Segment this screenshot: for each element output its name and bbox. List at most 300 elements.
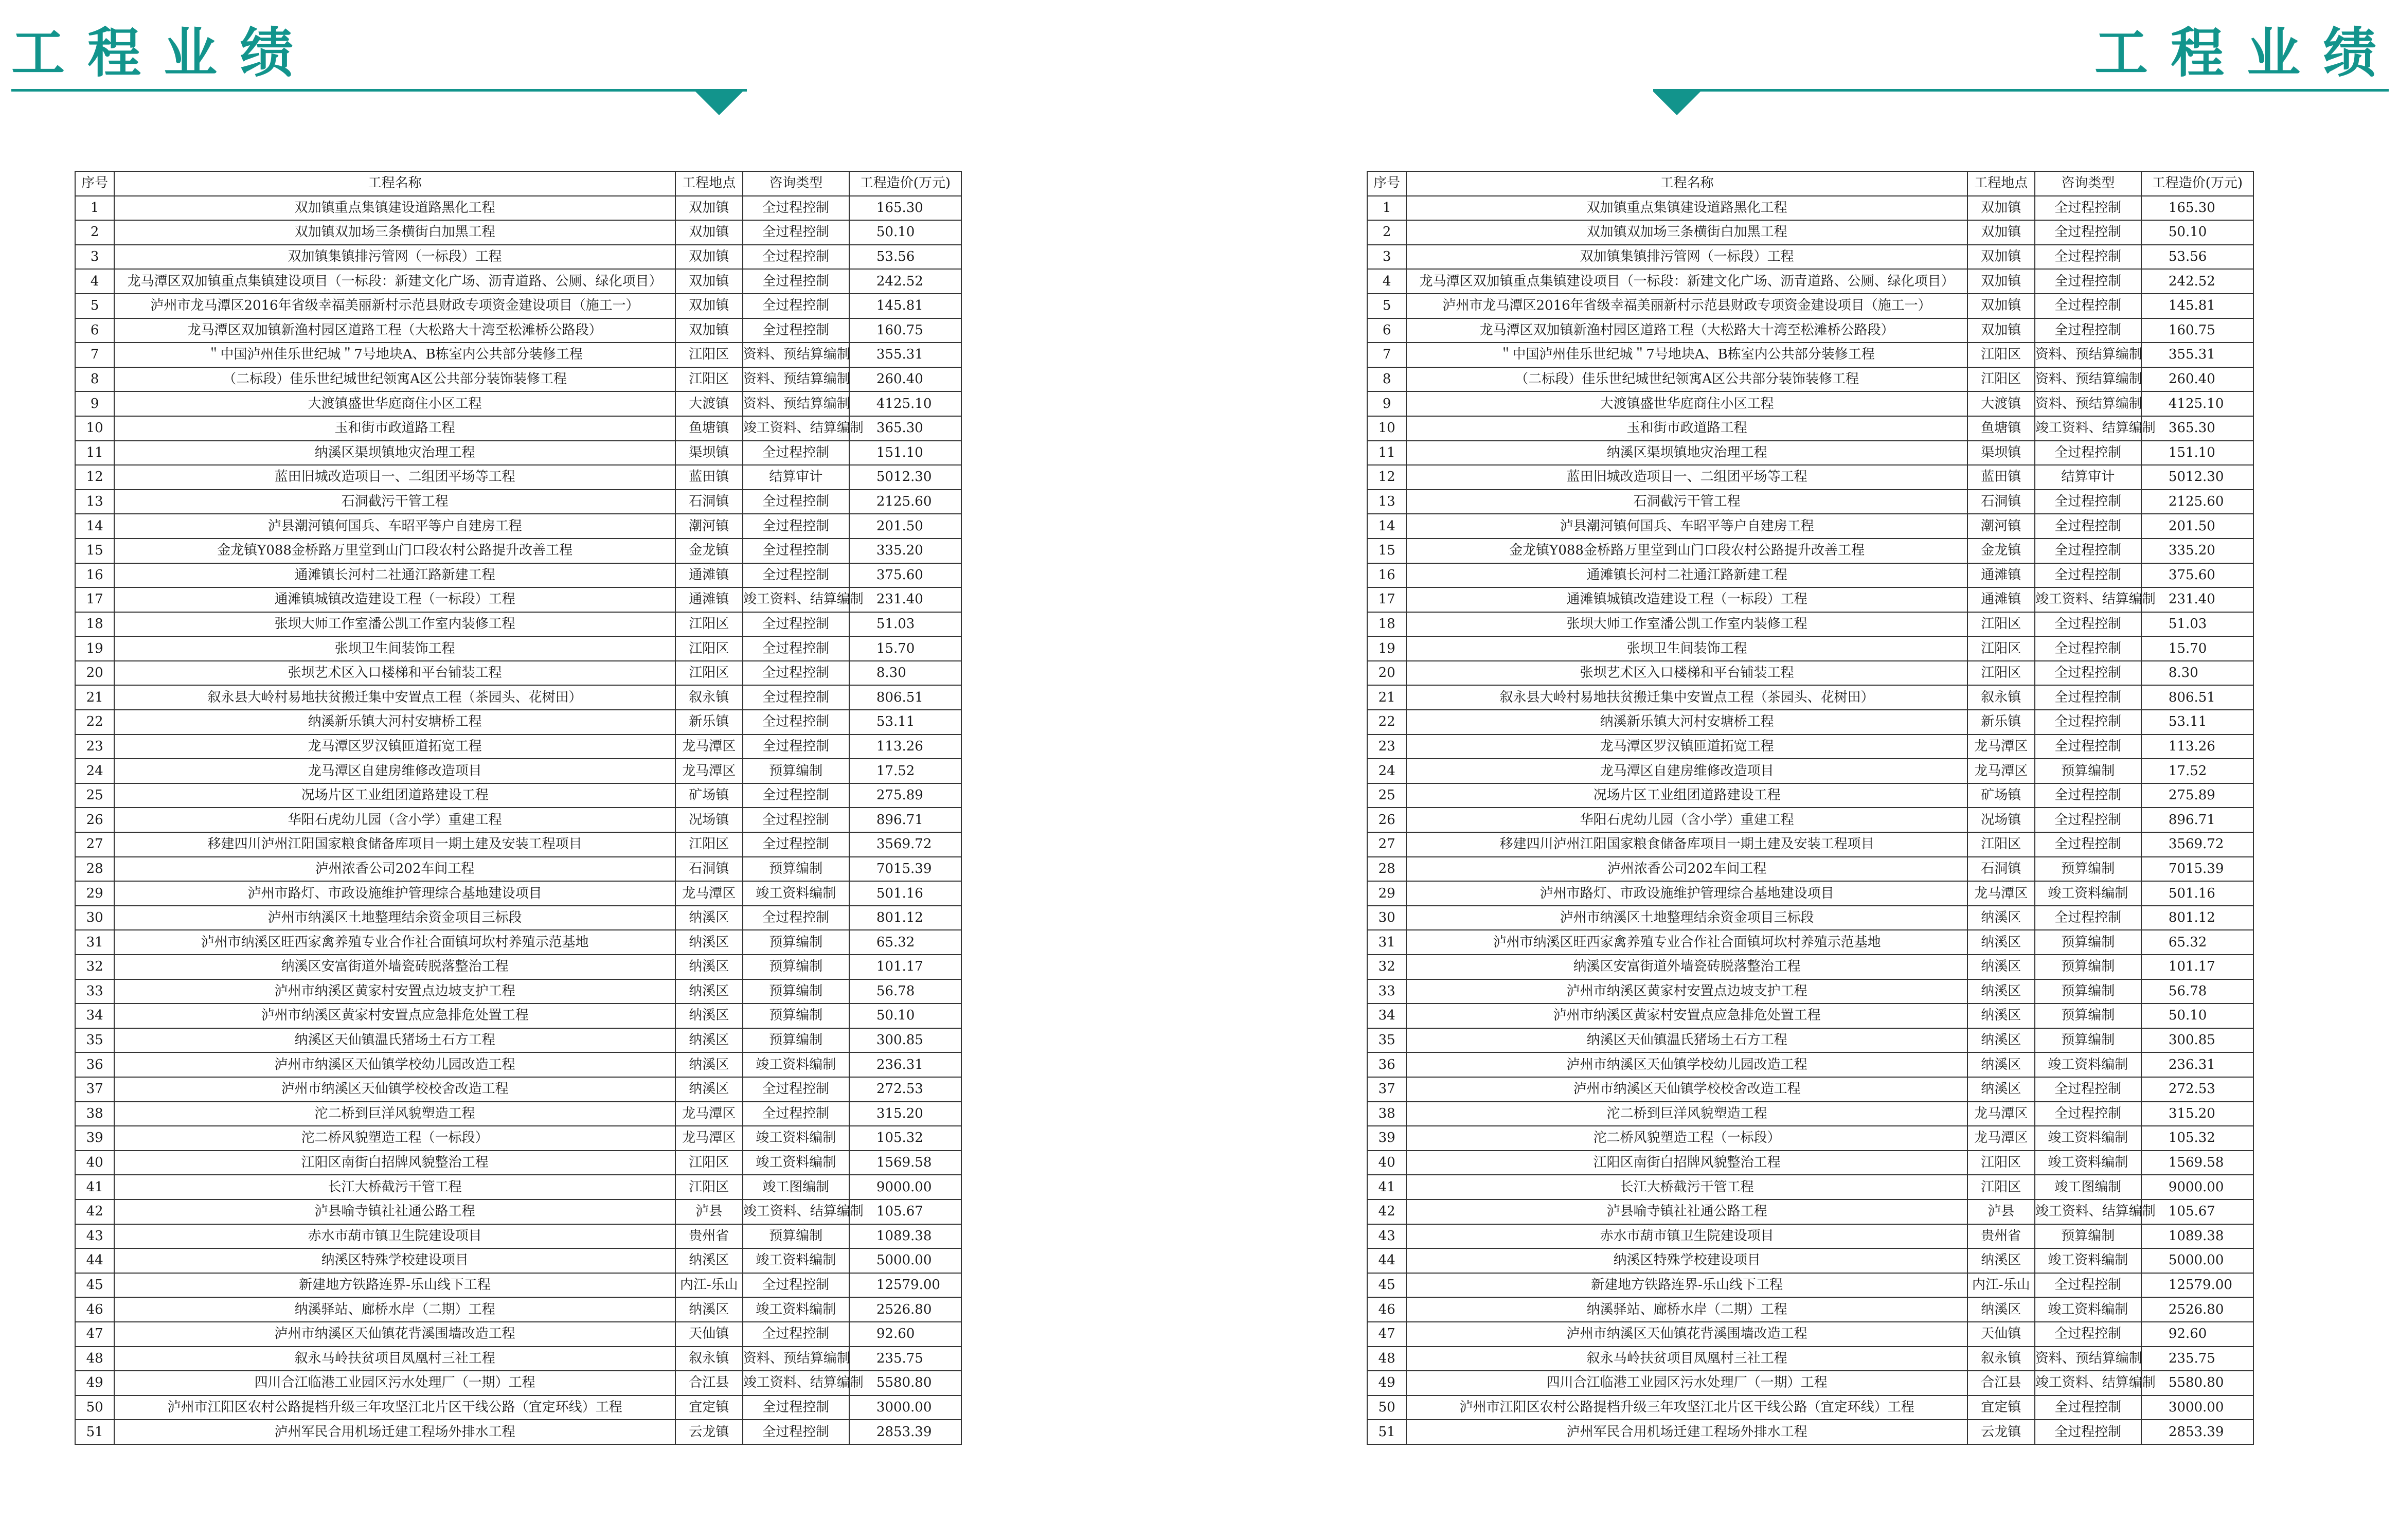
cell-consult-type: 全过程控制 [743,196,849,221]
table-row [75,857,961,882]
cell-consult-type: 全过程控制 [743,563,849,588]
cell-consult-type: 全过程控制 [2035,1395,2141,1420]
cell-consult-type: 全过程控制 [743,735,849,759]
table-row [75,1224,961,1249]
cell-cost: 365.30 [2141,416,2253,441]
cell-project-name: 泸县喻寺镇社社通公路工程 [1406,1199,1967,1224]
cell-project-name: （二标段）佳乐世纪城世纪领寓A区公共部分装饰装修工程 [1406,367,1967,392]
table-row [1367,587,2253,612]
cell-project-name: 叙永马岭扶贫项目凤凰村三社工程 [1406,1347,1967,1371]
cell-location: 江阳区 [1967,1175,2035,1199]
cell-project-name: 双加镇重点集镇建设道路黑化工程 [1406,196,1967,221]
cell-project-name: 新建地方铁路连界-乐山线下工程 [114,1273,675,1298]
cell-project-name: 纳溪区渠坝镇地灾治理工程 [114,441,675,465]
table-row [75,1004,961,1028]
cell-project-name: 叙永马岭扶贫项目凤凰村三社工程 [114,1347,675,1371]
cell-location: 纳溪区 [675,1248,743,1273]
cell-project-name: 江阳区南街白招牌风貌整治工程 [1406,1151,1967,1175]
cell-no: 38 [1367,1102,1406,1126]
cell-no: 3 [75,245,114,270]
cell-project-name: 纳溪区渠坝镇地灾治理工程 [1406,441,1967,465]
cell-cost: 53.56 [2141,245,2253,270]
cell-consult-type: 全过程控制 [2035,539,2141,563]
cell-no: 50 [1367,1395,1406,1420]
cell-cost: 315.20 [2141,1102,2253,1126]
cell-project-name: 泸县喻寺镇社社通公路工程 [114,1199,675,1224]
table-row [75,245,961,270]
cell-consult-type: 全过程控制 [2035,563,2141,588]
cell-cost: 5580.80 [849,1371,961,1395]
cell-project-name: 泸州市龙马潭区2016年省级幸福美丽新村示范县财政专项资金建设项目（施工一） [114,294,675,318]
cell-project-name: 纳溪新乐镇大河村安塘桥工程 [1406,710,1967,735]
table-row [1367,441,2253,465]
table-row [1367,490,2253,514]
cell-consult-type: 全过程控制 [2035,490,2141,514]
table-row [1367,661,2253,686]
cell-cost: 355.31 [849,343,961,367]
cell-cost: 2125.60 [849,490,961,514]
cell-no: 1 [1367,196,1406,221]
table-row [1367,881,2253,906]
cell-location: 鱼塘镇 [675,416,743,441]
table-row [1367,1004,2253,1028]
cell-project-name: 长江大桥截污干管工程 [1406,1175,1967,1199]
cell-consult-type: 全过程控制 [743,661,849,686]
cell-project-name: 双加镇重点集镇建设道路黑化工程 [114,196,675,221]
cell-cost: 53.56 [849,245,961,270]
cell-consult-type: 全过程控制 [743,514,849,539]
cell-cost: 2526.80 [849,1297,961,1322]
cell-no: 34 [75,1004,114,1028]
cell-location: 江阳区 [1967,636,2035,661]
cell-consult-type: 全过程控制 [2035,808,2141,832]
cell-project-name: 新建地方铁路连界-乐山线下工程 [1406,1273,1967,1298]
header-location: 工程地点 [1967,171,2035,196]
cell-location: 叙永镇 [1967,685,2035,710]
cell-no: 44 [75,1248,114,1273]
cell-consult-type: 全过程控制 [743,1077,849,1102]
cell-consult-type: 结算审计 [2035,465,2141,490]
cell-project-name: 泸县潮河镇何国兵、车昭平等户自建房工程 [114,514,675,539]
cell-cost: 5000.00 [2141,1248,2253,1273]
table-row [1367,1199,2253,1224]
cell-project-name: 泸州市纳溪区天仙镇学校幼儿园改造工程 [114,1052,675,1077]
table-row [75,1175,961,1199]
cell-project-name: 泸州市纳溪区天仙镇学校幼儿园改造工程 [1406,1052,1967,1077]
cell-project-name: 沱二桥到巨洋风貌塑造工程 [1406,1102,1967,1126]
cell-cost: 5580.80 [2141,1371,2253,1395]
cell-project-name: 江阳区南街白招牌风貌整治工程 [114,1151,675,1175]
table-row [1367,636,2253,661]
table-row [75,294,961,318]
table-row [1367,759,2253,783]
cell-project-name: 石洞截污干管工程 [114,490,675,514]
cell-project-name: ＂中国泸州佳乐世纪城＂7号地块A、B栋室内公共部分装修工程 [1406,343,1967,367]
cell-cost: 15.70 [849,636,961,661]
cell-location: 双加镇 [1967,269,2035,294]
cell-cost: 335.20 [2141,539,2253,563]
cell-project-name: 泸县潮河镇何国兵、车昭平等户自建房工程 [1406,514,1967,539]
cell-project-name: 泸州市纳溪区天仙镇花背溪围墙改造工程 [114,1322,675,1347]
cell-location: 纳溪区 [1967,1077,2035,1102]
table-row [1367,1395,2253,1420]
cell-consult-type: 竣工资料编制 [2035,881,2141,906]
cell-no: 32 [75,955,114,979]
cell-no: 4 [75,269,114,294]
project-table-right [1367,171,2254,1445]
cell-consult-type: 竣工资料编制 [2035,1151,2141,1175]
cell-no: 23 [75,735,114,759]
cell-no: 7 [75,343,114,367]
cell-location: 双加镇 [675,245,743,270]
cell-cost: 53.11 [849,710,961,735]
cell-project-name: 沱二桥风貌塑造工程（一标段） [1406,1126,1967,1151]
cell-location: 合江县 [675,1371,743,1395]
table-row [1367,1052,2253,1077]
header-consult-type: 咨询类型 [2035,171,2141,196]
cell-project-name: 纳溪区天仙镇温氏猪场土石方工程 [1406,1028,1967,1053]
title-underline-right [1653,89,2389,92]
table-row [75,1322,961,1347]
table-row [1367,245,2253,270]
cell-no: 31 [1367,930,1406,955]
cell-project-name: 泸州市纳溪区土地整理结余资金项目三标段 [1406,906,1967,930]
cell-cost: 272.53 [2141,1077,2253,1102]
cell-consult-type: 资料、预结算编制 [743,391,849,416]
cell-consult-type: 竣工资料编制 [743,1248,849,1273]
cell-location: 潮河镇 [675,514,743,539]
triangle-marker-left [695,92,743,115]
cell-project-name: 双加镇集镇排污管网（一标段）工程 [114,245,675,270]
cell-cost: 145.81 [2141,294,2253,318]
cell-cost: 3000.00 [849,1395,961,1420]
cell-location: 通滩镇 [675,587,743,612]
cell-consult-type: 全过程控制 [2035,832,2141,857]
cell-no: 19 [1367,636,1406,661]
cell-cost: 65.32 [2141,930,2253,955]
cell-consult-type: 资料、预结算编制 [743,1347,849,1371]
table-row [75,1248,961,1273]
cell-no: 51 [75,1420,114,1444]
cell-consult-type: 全过程控制 [743,1273,849,1298]
cell-cost: 242.52 [849,269,961,294]
cell-location: 新乐镇 [1967,710,2035,735]
cell-no: 42 [1367,1199,1406,1224]
cell-consult-type: 预算编制 [743,930,849,955]
cell-project-name: 华阳石虎幼儿园（含小学）重建工程 [114,808,675,832]
table-row [1367,1420,2253,1444]
cell-no: 50 [75,1395,114,1420]
cell-cost: 4125.10 [2141,391,2253,416]
cell-location: 双加镇 [1967,196,2035,221]
cell-cost: 806.51 [849,685,961,710]
cell-project-name: 泸州市江阳区农村公路提档升级三年攻坚江北片区干线公路（宜定环线）工程 [1406,1395,1967,1420]
cell-consult-type: 全过程控制 [2035,1420,2141,1444]
table-row [1367,612,2253,637]
table-row [1367,343,2253,367]
cell-cost: 165.30 [849,196,961,221]
table-row [75,1028,961,1053]
cell-location: 双加镇 [1967,318,2035,343]
cell-project-name: 通滩镇城镇改造建设工程（一标段）工程 [1406,587,1967,612]
cell-cost: 5000.00 [849,1248,961,1273]
cell-project-name: 纳溪区安富街道外墙瓷砖脱落整治工程 [114,955,675,979]
cell-no: 25 [75,783,114,808]
cell-location: 江阳区 [675,636,743,661]
cell-location: 纳溪区 [1967,979,2035,1004]
cell-consult-type: 预算编制 [2035,1224,2141,1249]
cell-no: 45 [1367,1273,1406,1298]
cell-consult-type: 全过程控制 [743,710,849,735]
table-row [1367,906,2253,930]
cell-consult-type: 全过程控制 [2035,1102,2141,1126]
cell-location: 纳溪区 [675,906,743,930]
cell-project-name: 泸州浓香公司202车间工程 [114,857,675,882]
cell-cost: 50.10 [2141,1004,2253,1028]
cell-location: 纳溪区 [1967,1028,2035,1053]
cell-cost: 375.60 [2141,563,2253,588]
cell-project-name: 泸州市龙马潭区2016年省级幸福美丽新村示范县财政专项资金建设项目（施工一） [1406,294,1967,318]
cell-consult-type: 预算编制 [2035,1004,2141,1028]
cell-consult-type: 全过程控制 [2035,269,2141,294]
cell-consult-type: 竣工资料编制 [2035,1126,2141,1151]
table-row [1367,857,2253,882]
table-row [1367,294,2253,318]
cell-project-name: 赤水市葫市镇卫生院建设项目 [114,1224,675,1249]
cell-project-name: 叙永县大岭村易地扶贫搬迁集中安置点工程（茶园头、花树田） [1406,685,1967,710]
cell-project-name: 石洞截污干管工程 [1406,490,1967,514]
cell-project-name: 泸州市纳溪区黄家村安置点应急排危处置工程 [114,1004,675,1028]
cell-cost: 101.17 [849,955,961,979]
table-row [75,710,961,735]
cell-consult-type: 全过程控制 [2035,685,2141,710]
cell-project-name: 泸州市纳溪区黄家村安置点边坡支护工程 [1406,979,1967,1004]
cell-consult-type: 全过程控制 [2035,636,2141,661]
cell-no: 6 [75,318,114,343]
table-row [1367,563,2253,588]
table-row [75,661,961,686]
cell-cost: 8.30 [849,661,961,686]
cell-cost: 235.75 [849,1347,961,1371]
cell-location: 金龙镇 [675,539,743,563]
cell-consult-type: 竣工资料编制 [743,881,849,906]
cell-no: 40 [75,1151,114,1175]
cell-project-name: 蓝田旧城改造项目一、二组团平场等工程 [1406,465,1967,490]
cell-no: 10 [1367,416,1406,441]
cell-consult-type: 全过程控制 [743,636,849,661]
cell-consult-type: 全过程控制 [743,1395,849,1420]
cell-no: 23 [1367,735,1406,759]
cell-cost: 12579.00 [849,1273,961,1298]
table-row [75,465,961,490]
cell-no: 41 [75,1175,114,1199]
cell-consult-type: 全过程控制 [2035,710,2141,735]
cell-consult-type: 竣工资料编制 [743,1126,849,1151]
cell-consult-type: 预算编制 [2035,857,2141,882]
cell-cost: 53.11 [2141,710,2253,735]
cell-project-name: 移建四川泸州江阳国家粮食储备库项目一期土建及安装工程项目 [114,832,675,857]
cell-consult-type: 资料、预结算编制 [2035,1347,2141,1371]
cell-cost: 151.10 [2141,441,2253,465]
cell-project-name: 泸州市纳溪区天仙镇学校校舍改造工程 [1406,1077,1967,1102]
cell-no: 3 [1367,245,1406,270]
cell-consult-type: 全过程控制 [743,1322,849,1347]
cell-project-name: 通滩镇长河村二社通江路新建工程 [1406,563,1967,588]
cell-consult-type: 全过程控制 [2035,1322,2141,1347]
cell-location: 贵州省 [675,1224,743,1249]
table-header-row [1367,171,2253,196]
cell-project-name: 泸州市路灯、市政设施维护管理综合基地建设项目 [1406,881,1967,906]
cell-project-name: 大渡镇盛世华庭商住小区工程 [114,391,675,416]
cell-no: 8 [75,367,114,392]
cell-consult-type: 全过程控制 [2035,514,2141,539]
cell-cost: 9000.00 [849,1175,961,1199]
cell-project-name: 华阳石虎幼儿园（含小学）重建工程 [1406,808,1967,832]
cell-location: 纳溪区 [675,1052,743,1077]
cell-project-name: 纳溪区特殊学校建设项目 [1406,1248,1967,1273]
cell-consult-type: 资料、预结算编制 [2035,367,2141,392]
cell-project-name: 张坝卫生间装饰工程 [114,636,675,661]
cell-consult-type: 预算编制 [743,979,849,1004]
cell-location: 通滩镇 [1967,587,2035,612]
cell-no: 44 [1367,1248,1406,1273]
cell-project-name: ＂中国泸州佳乐世纪城＂7号地块A、B栋室内公共部分装修工程 [114,343,675,367]
cell-consult-type: 全过程控制 [2035,906,2141,930]
cell-consult-type: 全过程控制 [2035,220,2141,245]
cell-consult-type: 全过程控制 [743,318,849,343]
cell-project-name: 泸州军民合用机场迁建工程场外排水工程 [114,1420,675,1444]
cell-consult-type: 竣工图编制 [2035,1175,2141,1199]
table-row [1367,1028,2253,1053]
cell-consult-type: 全过程控制 [2035,1273,2141,1298]
cell-no: 49 [1367,1371,1406,1395]
cell-no: 19 [75,636,114,661]
cell-consult-type: 全过程控制 [743,832,849,857]
table-row [75,1371,961,1395]
cell-project-name: 纳溪新乐镇大河村安塘桥工程 [114,710,675,735]
table-row [75,514,961,539]
cell-location: 纳溪区 [1967,906,2035,930]
table-row [75,808,961,832]
cell-cost: 151.10 [849,441,961,465]
cell-location: 龙马潭区 [1967,1102,2035,1126]
cell-no: 38 [75,1102,114,1126]
cell-no: 31 [75,930,114,955]
cell-location: 石洞镇 [1967,490,2035,514]
cell-no: 7 [1367,343,1406,367]
cell-no: 10 [75,416,114,441]
cell-project-name: 移建四川泸州江阳国家粮食储备库项目一期土建及安装工程项目 [1406,832,1967,857]
cell-cost: 65.32 [849,930,961,955]
cell-consult-type: 预算编制 [2035,930,2141,955]
table-row [1367,783,2253,808]
table-row [1367,1077,2253,1102]
cell-location: 纳溪区 [675,955,743,979]
cell-no: 47 [75,1322,114,1347]
cell-location: 蓝田镇 [1967,465,2035,490]
cell-project-name: 张坝卫生间装饰工程 [1406,636,1967,661]
table-row [1367,269,2253,294]
cell-cost: 56.78 [849,979,961,1004]
cell-location: 矿场镇 [1967,783,2035,808]
cell-no: 51 [1367,1420,1406,1444]
cell-consult-type: 资料、预结算编制 [743,343,849,367]
cell-no: 2 [75,220,114,245]
cell-consult-type: 资料、预结算编制 [2035,343,2141,367]
cell-consult-type: 竣工资料编制 [2035,1248,2141,1273]
cell-no: 41 [1367,1175,1406,1199]
cell-no: 4 [1367,269,1406,294]
cell-location: 通滩镇 [675,563,743,588]
cell-cost: 335.20 [849,539,961,563]
cell-location: 双加镇 [675,294,743,318]
cell-consult-type: 竣工资料、结算编制 [2035,587,2141,612]
cell-project-name: 张坝大师工作室潘公凯工作室内装修工程 [1406,612,1967,637]
cell-project-name: 泸州军民合用机场迁建工程场外排水工程 [1406,1420,1967,1444]
cell-no: 9 [75,391,114,416]
cell-location: 纳溪区 [675,1297,743,1322]
table-row [75,220,961,245]
cell-cost: 201.50 [849,514,961,539]
cell-cost: 50.10 [849,220,961,245]
table-row [1367,955,2253,979]
cell-consult-type: 竣工资料、结算编制 [2035,416,2141,441]
table-row [75,1126,961,1151]
cell-location: 龙马潭区 [1967,735,2035,759]
cell-no: 40 [1367,1151,1406,1175]
cell-cost: 50.10 [2141,220,2253,245]
cell-location: 内江-乐山 [675,1273,743,1298]
cell-no: 14 [75,514,114,539]
cell-cost: 3000.00 [2141,1395,2253,1420]
table-row [1367,514,2253,539]
cell-consult-type: 竣工资料、结算编制 [2035,1371,2141,1395]
cell-no: 21 [1367,685,1406,710]
cell-no: 29 [75,881,114,906]
cell-location: 石洞镇 [675,857,743,882]
table-row [75,269,961,294]
cell-location: 江阳区 [1967,367,2035,392]
cell-no: 35 [75,1028,114,1053]
cell-location: 江阳区 [675,367,743,392]
cell-no: 27 [1367,832,1406,857]
cell-location: 鱼塘镇 [1967,416,2035,441]
cell-no: 30 [1367,906,1406,930]
table-row [1367,685,2253,710]
cell-no: 15 [75,539,114,563]
cell-location: 江阳区 [1967,1151,2035,1175]
cell-location: 江阳区 [1967,612,2035,637]
table-row [1367,930,2253,955]
cell-cost: 7015.39 [849,857,961,882]
table-row [75,1273,961,1298]
cell-no: 27 [75,832,114,857]
cell-no: 13 [1367,490,1406,514]
cell-consult-type: 全过程控制 [2035,196,2141,221]
cell-no: 18 [75,612,114,637]
table-row [1367,1371,2253,1395]
cell-consult-type: 预算编制 [743,857,849,882]
cell-project-name: 纳溪驿站、廊桥水岸（二期）工程 [1406,1297,1967,1322]
project-table-left [75,171,962,1445]
cell-cost: 260.40 [2141,367,2253,392]
cell-cost: 801.12 [2141,906,2253,930]
cell-consult-type: 全过程控制 [743,1102,849,1126]
cell-location: 龙马潭区 [1967,1126,2035,1151]
cell-location: 纳溪区 [675,979,743,1004]
cell-cost: 101.17 [2141,955,2253,979]
table-row [75,539,961,563]
